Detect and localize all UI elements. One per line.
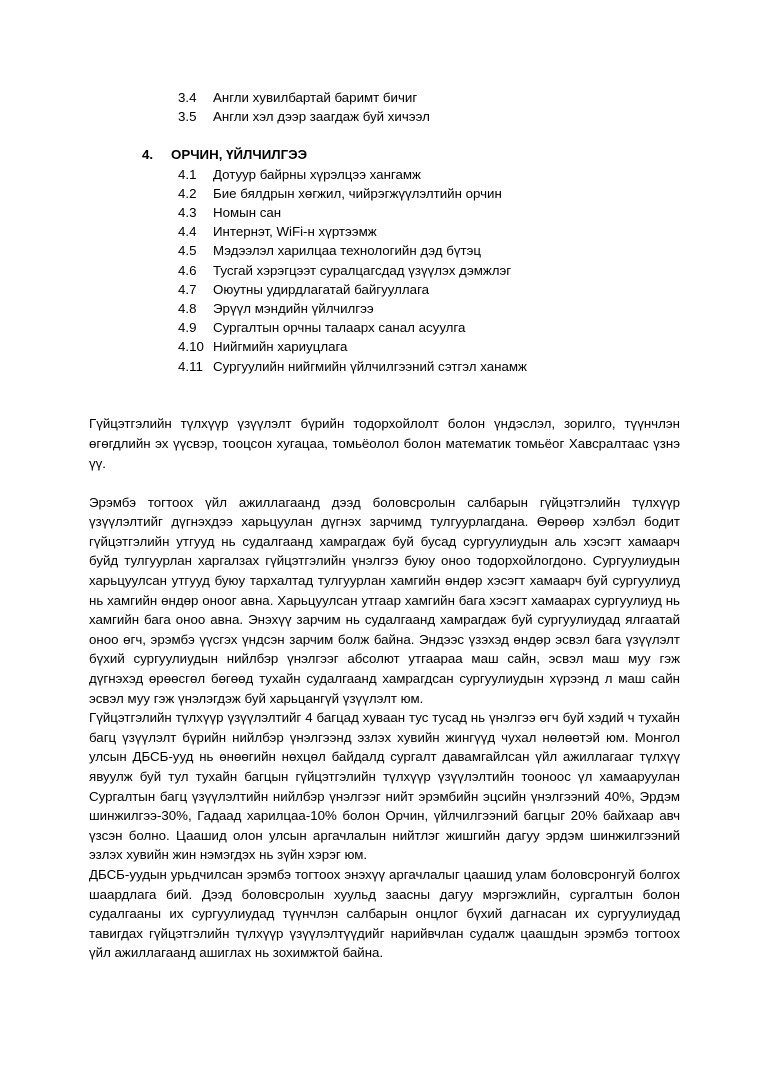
outline-label: Нийгмийн хариуцлага bbox=[213, 339, 348, 355]
outline-number: 4.3 bbox=[178, 205, 197, 221]
outline-label: Мэдээлэл харилцаа технологийн дэд бүтэц bbox=[213, 243, 481, 259]
outline-item-4-4 bbox=[89, 222, 680, 241]
outline-list bbox=[89, 88, 680, 376]
outline-number: 4.6 bbox=[178, 262, 197, 278]
outline-item-4-8 bbox=[89, 299, 680, 318]
outline-number: 4. bbox=[142, 147, 154, 163]
body-paragraph-3: Гүйцэтгэлийн түлхүүр үзүүлэлтийг 4 багцад хуваан тус тусад нь үнэлгээ өгч буй хэдий ч тухайн багц үзүүлэлт бүрийн нийлбэр үнэлгээнд эзлэх хувийн жингүүд чухал нөлөөтэй юм. Монгол улсын ДБСБ-ууд нь өнөөгийн нөхцөл байдалд сургалт давамгайлсан үйл ажиллагааг түлхүү явуулж буй тул тухайн багцын гүйцэтгэлийн түлхүүр үзүүлэлтийн тооноос үл хамааруулан Сургалтын багц үзүүлэлтийн нийлбэр үнэлгээг нийт эрэмбийн эцсийн үнэлгээний 40%, Эрдэм шинжилгээ-30%, Гадаад харилцаа-10% болон Орчин, үйлчилгээний багцыг 20% байхаар авч үзсэн болно. Цаашид олон улсын аргачлалын нийтлэг жишгийн дагуу эрдэм шинжилгээний эзлэх хувийн жин нэмэгдэх нь зүйн хэрэг юм. bbox=[89, 710, 680, 863]
outline-label: Сургалтын орчны талаарх санал асуулга bbox=[213, 320, 466, 336]
outline-item-4-11 bbox=[89, 357, 680, 376]
outline-item-3-5 bbox=[89, 107, 680, 126]
outline-label: Эрүүл мэндийн үйлчилгээ bbox=[213, 301, 374, 317]
document-content bbox=[89, 88, 680, 963]
outline-item-4-9 bbox=[89, 318, 680, 337]
outline-item-4-6 bbox=[89, 261, 680, 280]
outline-label: ОРЧИН, ҮЙЛЧИЛГЭЭ bbox=[171, 147, 308, 163]
outline-label: Бие бялдрын хөгжил, чийрэгжүүлэлтийн орчин bbox=[213, 185, 502, 201]
outline-item-4-1 bbox=[89, 165, 680, 184]
outline-number: 4.2 bbox=[178, 185, 197, 201]
body-paragraph-4: ДБСБ-уудын урьдчилсан эрэмбэ тогтоох энэхүү аргачлалыг цаашид улам боловсронгуй болгох шаардлага бий. Дээд боловсролын хуульд заасны дагуу мэргэжлийн, сургалтын болон судалгааны их сургуулиудад түүнчлэн салбарын онцлог бүхий дагнасан их сургуулиудад тавигдах гүйцэтгэлийн түлхүүр үзүүлэлтүүдийг нарийвчлан судалж цаашдын эрэмбэ тогтоох үйл ажиллагаанд ашиглах нь зохимжтой байна. bbox=[89, 866, 680, 961]
outline-item-3-4 bbox=[89, 88, 680, 107]
outline-number: 4.4 bbox=[178, 224, 197, 240]
outline-label: Англи хэл дээр заагдаж буй хичээл bbox=[213, 109, 430, 125]
outline-label: Номын сан bbox=[213, 205, 282, 221]
outline-number: 4.8 bbox=[178, 301, 197, 317]
outline-item-4-2 bbox=[89, 184, 680, 203]
outline-label: Тусгай хэрэгцээт суралцагсдад үзүүлэх дэмжлэг bbox=[213, 262, 512, 278]
body-paragraph-2: Эрэмбэ тогтоох үйл ажиллагаанд дээд боловсролын салбарын гүйцэтгэлийн түлхүүр үзүүлэлтийг дүгнэхдээ харьцуулан дүгнэх зарчимд тулгуурлагдана. Өөрөөр хэлбэл бодит гүйцэтгэлийн утгууд нь судалгаанд хамрагдаж буй бусад сургуулиудын аль хэсэгт хамаарч буйд тулгуурлан харгалзах гүйцэтгэлийн үнэлгээ буюу оноо тодорхойлогдоно. Сургуулиудын харьцуулсан утгууд буюу тархалтад тулгуурлан хамгийн өндөр хэсэгт хамаарч буй сургуулиуд нь хамгийн өндөр оноог авна. Харьцуулсан утгаар хамгийн бага хэсэгт хамаарах сургуулиуд нь хамгийн бага оноо авна. Энэхүү зарчим нь судалгаанд хамрагдаж буй сургуулиудад ялгаатай оноо өгч, эрэмбэ үүсгэх үндсэн зарчим болж байна. Эндээс үзэхэд өндөр эсвэл бага үзүүлэлт бүхий сургуулиудын нийлбэр үнэлгээг абсолют утгаараа маш сайн, эсвэл маш муу гэж дүгнэхэд өрөөсгөл бөгөөд тухайн судалгаанд хамрагдсан сургуулиудын хүрээнд л маш сайн эсвэл муу гэж үнэлэгдэж буй харьцангүй үзүүлэлт юм. bbox=[89, 494, 680, 706]
outline-number: 4.11 bbox=[178, 358, 203, 374]
section-spacer bbox=[89, 376, 680, 395]
outline-item-4-7 bbox=[89, 280, 680, 299]
outline-number: 4.7 bbox=[178, 281, 197, 297]
outline-item-4-heading bbox=[89, 145, 680, 164]
outline-number: 4.9 bbox=[178, 320, 197, 336]
outline-item-4-5 bbox=[89, 241, 680, 260]
outline-item-4-10 bbox=[89, 337, 680, 356]
outline-label: Англи хувилбартай баримт бичиг bbox=[213, 90, 418, 105]
outline-number: 4.10 bbox=[178, 339, 204, 355]
outline-number: 3.4 bbox=[178, 90, 197, 105]
outline-number: 4.1 bbox=[178, 166, 197, 182]
outline-label: Интернэт, WiFi-н хүртээмж bbox=[213, 224, 377, 240]
outline-label: Сургуулийн нийгмийн үйлчилгээний сэтгэл ханамж bbox=[213, 358, 527, 374]
outline-label: Оюутны удирдлагатай байгууллага bbox=[213, 281, 430, 297]
outline-item-4-3 bbox=[89, 203, 680, 222]
body-paragraph-1: Гүйцэтгэлийн түлхүүр үзүүлэлт бүрийн тодорхойлолт болон үндэслэл, зорилго, түүнчлэн өгөгдлийн эх үүсвэр, тооцсон хугацаа, томьёолол болон математик томьёог Хавсралтаас үзнэ үү. bbox=[89, 416, 680, 471]
outline-number: 4.5 bbox=[178, 243, 197, 259]
outline-label: Дотуур байрны хүрэлцээ хангамж bbox=[213, 166, 421, 182]
outline-number: 3.5 bbox=[178, 109, 197, 125]
